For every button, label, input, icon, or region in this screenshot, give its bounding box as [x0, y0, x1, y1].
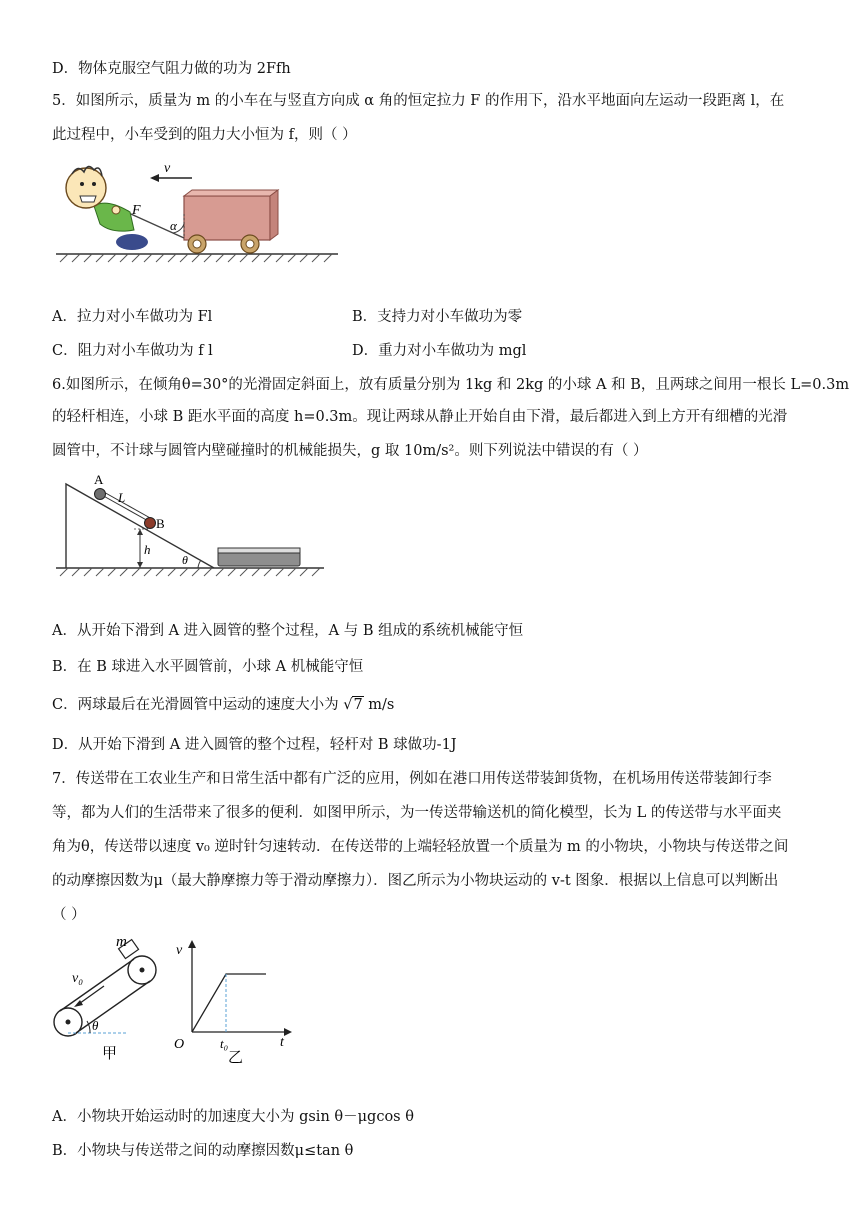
velocity-label: v [164, 161, 171, 176]
q6-stem-line2: 的轻杆相连，小球 B 距水平面的高度 h=0.3m。现让两球从静止开始自由下滑，最后都进入到上方开有细槽的光滑 [52, 409, 788, 425]
q7-stem-line2: 等，都为人们的生活带来了很多的便利．如图甲所示，为一传送带输送机的简化模型，长为 L 的传送带与水平面夹 [52, 805, 782, 821]
v0-label: v₀ [72, 971, 84, 986]
q6-figure-incline [52, 472, 332, 582]
q7-stem-line3: 角为θ，传送带以速度 v₀ 逆时针匀速转动．在传送带的上端轻轻放置一个质量为 m 的小物块，小物块与传送带之间 [52, 839, 789, 855]
q7-option-a[interactable]: A．小物块开始运动时的加速度大小为 gsin θ－μgcos θ [52, 1109, 414, 1125]
q5-option-a[interactable]: A．拉力对小车做功为 Fl [52, 309, 213, 325]
figure-yi-caption: 乙 [228, 1050, 244, 1066]
q7-stem-line1: 7．传送带在工农业生产和日常生活中都有广泛的应用，例如在港口用传送带装卸货物，在机场用传送带装卸行李 [52, 771, 772, 787]
q6-option-c-text: C．两球最后在光滑圆管中运动的速度大小为 [52, 697, 339, 713]
q6-option-c-unit: m/s [368, 697, 395, 713]
force-label: F [132, 203, 141, 218]
vt-t0-label: t₀ [220, 1036, 229, 1051]
vt-axis-t-label: t [280, 1035, 284, 1050]
q6-option-b[interactable]: B．在 B 球进入水平圆管前，小球 A 机械能守恒 [52, 659, 364, 675]
height-label: h [144, 542, 151, 557]
rod-length-label: L [118, 490, 126, 505]
belt-angle-label: θ [92, 1018, 99, 1033]
q6-option-c[interactable] [52, 694, 394, 716]
q7-figure-vt-graph [168, 936, 298, 1066]
q5-option-d[interactable]: D．重力对小车做功为 mgl [352, 343, 527, 359]
q5-stem-line1: 5．如图所示，质量为 m 的小车在与竖直方向成 α 角的恒定拉力 F 的作用下，沿水平地面向左运动一段距离 l，在 [52, 93, 785, 109]
vt-origin-label: O [174, 1037, 185, 1052]
q5-option-b[interactable]: B．支持力对小车做功为零 [352, 309, 523, 325]
angle-label: α [170, 218, 177, 233]
q5-figure-cart [52, 158, 342, 268]
figure-jia-caption: 甲 [102, 1046, 118, 1062]
ball-a-label: A [94, 472, 104, 487]
q4-option-d: D．物体克服空气阻力做的功为 2Ffh [52, 61, 291, 77]
ball-b-icon [145, 518, 156, 529]
q6-stem-line1: 6.如图所示，在倾角θ=30°的光滑固定斜面上，放有质量分别为 1kg 和 2kg 的小球 A 和 B，且两球之间用一根长 L=0.3m [52, 377, 850, 393]
q5-stem-line2: 此过程中，小车受到的阻力大小恒为 f，则（ ） [52, 127, 357, 143]
q7-stem-line5: （ ） [52, 907, 86, 923]
q7-option-b[interactable]: B．小物块与传送带之间的动摩擦因数μ≤tan θ [52, 1143, 354, 1159]
mass-label: m [116, 934, 127, 950]
q6-option-d[interactable]: D．从开始下滑到 A 进入圆管的整个过程，轻杆对 B 球做功-1J [52, 737, 457, 753]
q5-option-c[interactable]: C．阻力对小车做功为 f l [52, 343, 213, 359]
q7-stem-line4: 的动摩擦因数为μ（最大静摩擦力等于滑动摩擦力）．图乙所示为小物块运动的 v-t 图象．根据以上信息可以判断出 [52, 873, 779, 889]
sqrt-radicand: 7 [353, 697, 363, 713]
vt-axis-v-label: v [176, 943, 183, 958]
sqrt-symbol: √ [343, 697, 353, 713]
q6-option-a[interactable]: A．从开始下滑到 A 进入圆管的整个过程，A 与 B 组成的系统机械能守恒 [52, 623, 524, 639]
ball-a-icon [95, 489, 106, 500]
ball-b-label: B [156, 516, 165, 531]
incline-angle-label: θ [182, 553, 188, 567]
q7-figure-conveyor [46, 932, 166, 1064]
q6-stem-line3: 圆管中，不计球与圆管内壁碰撞时的机械能损失，g 取 10m/s²。则下列说法中错误的有（ ） [52, 443, 648, 459]
